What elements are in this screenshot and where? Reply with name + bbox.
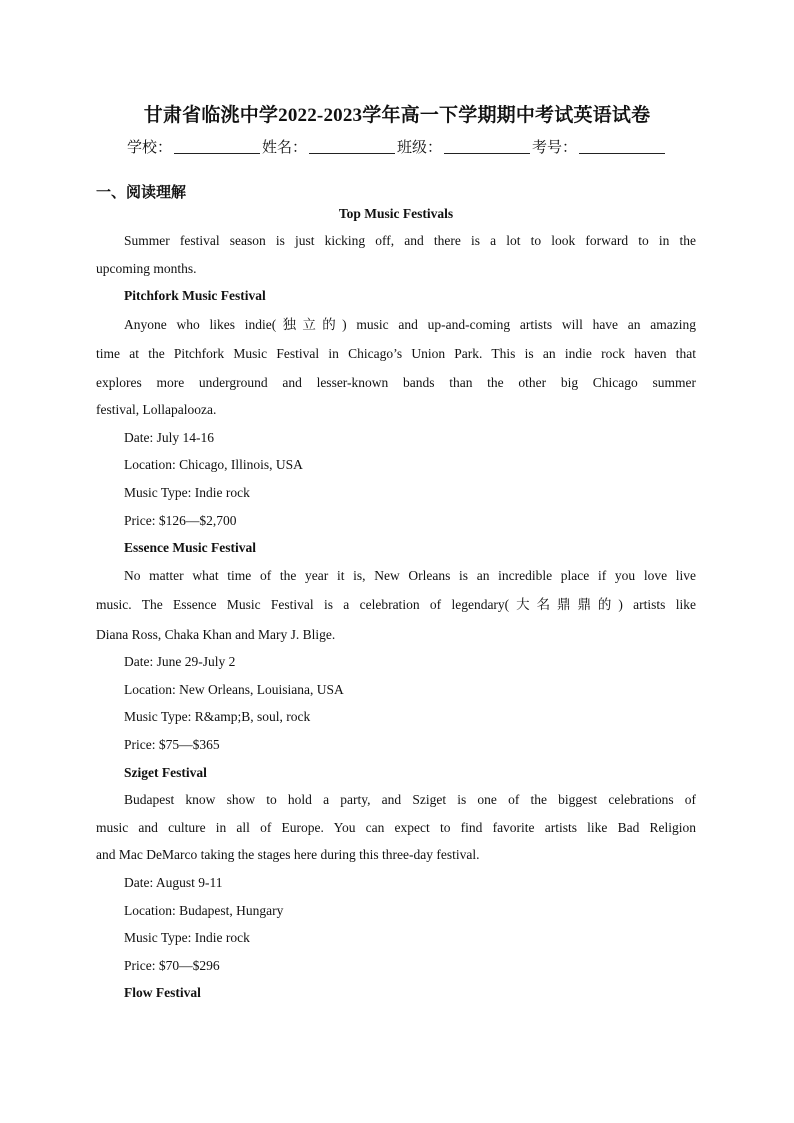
exam-title: 甘肃省临洮中学2022-2023学年高一下学期期中考试英语试卷 xyxy=(143,105,651,126)
festival-price: Price: $75—$365 xyxy=(124,737,220,752)
festival-desc-line: time at the Pitchfork Music Festival in Chicago’s Union Park. This is an indie rock haven that xyxy=(96,346,696,361)
festival-desc-line: explores more underground and lesser-known bands than the other big Chicago summer xyxy=(96,375,696,390)
festival-location: Location: Budapest, Hungary xyxy=(124,903,284,918)
name-blank[interactable] xyxy=(309,139,395,154)
festival-desc-line: music and culture in all of Europe. You can expect to find favorite artists like Bad Religion xyxy=(96,820,696,835)
festival-desc-line: festival, Lollapalooza. xyxy=(96,402,217,417)
festival-date: Date: July 14-16 xyxy=(124,430,214,445)
festival-location: Location: Chicago, Illinois, USA xyxy=(124,457,303,472)
school-blank[interactable] xyxy=(174,139,260,154)
festival-date: Date: August 9-11 xyxy=(124,875,223,890)
number-label: 考号： xyxy=(532,140,578,156)
school-label: 学校： xyxy=(126,140,172,156)
festival-desc-line: No matter what time of the year it is, New Orleans is an incredible place if you love live xyxy=(124,568,696,583)
number-blank[interactable] xyxy=(579,139,665,154)
festival-desc-line: Budapest know show to hold a party, and Sziget is one of the biggest celebrations of xyxy=(124,792,696,807)
festival-price: Price: $126—$2,700 xyxy=(124,513,237,528)
festival-name: Flow Festival xyxy=(124,985,201,1000)
festival-type: Music Type: Indie rock xyxy=(124,930,250,945)
festival-desc-line: and Mac DeMarco taking the stages here during this three-day festival. xyxy=(96,847,480,862)
festival-name: Sziget Festival xyxy=(124,765,207,780)
article-title: Top Music Festivals xyxy=(338,206,454,221)
festival-desc-line: Anyone who likes indie(独立的) music and up-and-coming artists will have an amazing xyxy=(124,317,696,332)
festival-type: Music Type: R&amp;B, soul, rock xyxy=(124,709,311,724)
festival-location: Location: New Orleans, Louisiana, USA xyxy=(124,682,344,697)
festival-date: Date: June 29-July 2 xyxy=(124,654,236,669)
intro-line: upcoming months. xyxy=(96,261,197,276)
festival-name: Essence Music Festival xyxy=(124,540,256,555)
festival-desc-line: Diana Ross, Chaka Khan and Mary J. Blige. xyxy=(96,627,336,642)
intro-line: Summer festival season is just kicking off, and there is a lot to look forward to in the xyxy=(124,233,696,248)
class-label: 班级： xyxy=(397,140,443,156)
class-blank[interactable] xyxy=(444,139,530,154)
festival-desc-line: music. The Essence Music Festival is a celebration of legendary(大名鼎鼎的) artists like xyxy=(96,597,696,612)
festival-type: Music Type: Indie rock xyxy=(124,485,250,500)
festival-name: Pitchfork Music Festival xyxy=(124,288,266,303)
name-label: 姓名： xyxy=(261,140,307,156)
festival-price: Price: $70—$296 xyxy=(124,958,220,973)
student-info-line xyxy=(0,136,794,157)
section-heading: 一、阅读理解 xyxy=(96,185,187,201)
